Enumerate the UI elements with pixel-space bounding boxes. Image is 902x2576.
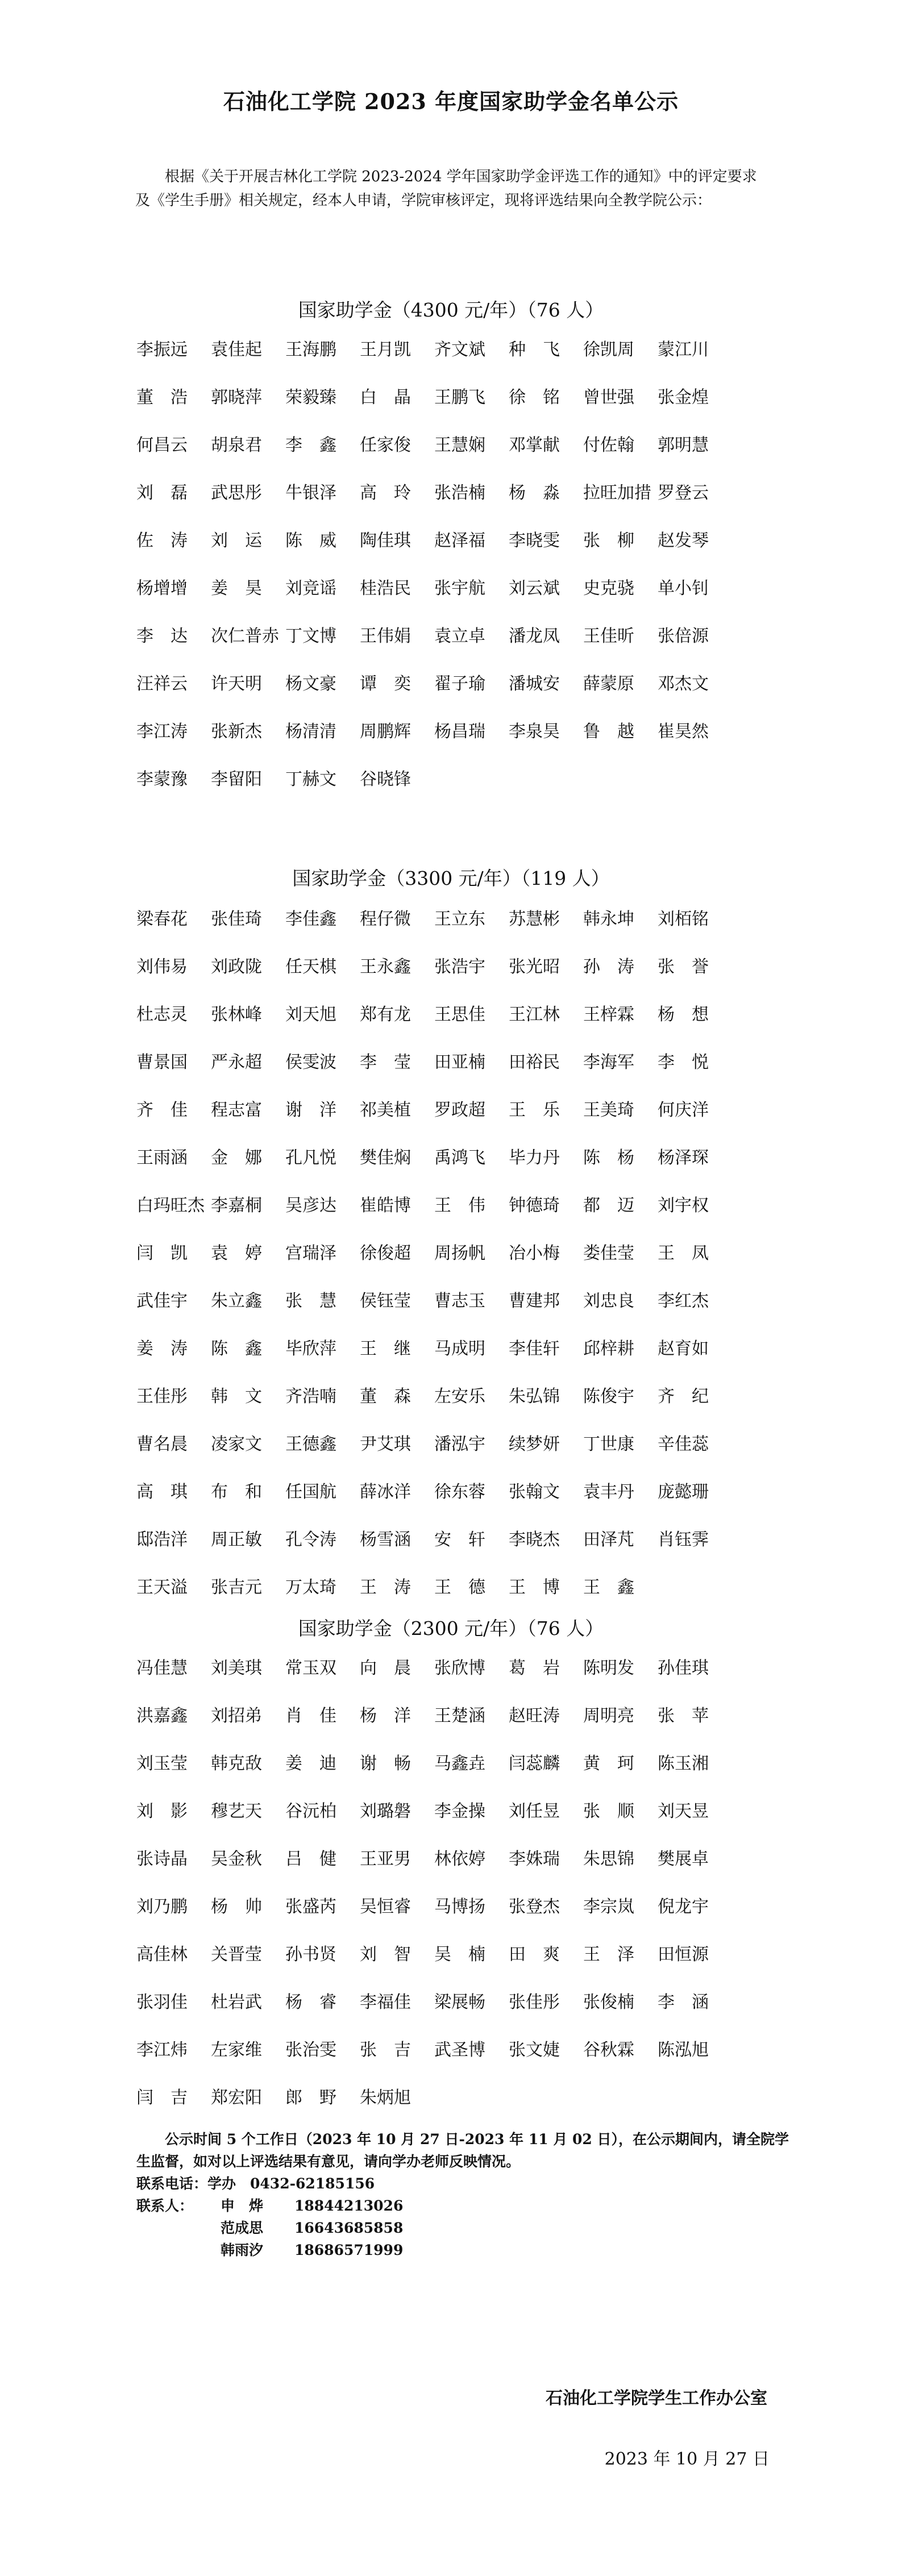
student-name: 曾世强 (583, 388, 634, 407)
student-name: 王 泽 (583, 1945, 634, 1965)
student-name: 毕力丹 (509, 1148, 560, 1168)
student-name: 左家维 (211, 2040, 262, 2060)
notice-block (136, 2128, 790, 2261)
student-name: 武圣博 (434, 2040, 485, 2060)
student-name: 陈 威 (285, 531, 336, 551)
student-name: 邓掌献 (509, 435, 560, 455)
student-name: 姜 涛 (136, 1339, 188, 1359)
phone-label: 联系电话： (136, 2175, 208, 2192)
contact-phone: 18844213026 (294, 2198, 404, 2214)
student-name: 张翰文 (509, 1482, 560, 1502)
student-name: 汪祥云 (136, 674, 188, 694)
student-name: 田恒源 (658, 1945, 709, 1965)
student-name: 马成明 (434, 1339, 485, 1359)
student-name: 陈 鑫 (211, 1339, 262, 1359)
student-name: 常玉双 (285, 1658, 336, 1678)
student-name: 李 悦 (658, 1052, 709, 1072)
student-name: 都 迈 (583, 1196, 634, 1216)
student-name: 曹建邦 (509, 1291, 560, 1311)
student-name: 王鹏飞 (434, 388, 485, 407)
student-name: 王美琦 (583, 1100, 634, 1120)
student-name: 杨 帅 (211, 1897, 262, 1917)
student-name: 单小钊 (658, 579, 709, 598)
student-name: 刘宇权 (658, 1196, 709, 1216)
student-name: 刘美琪 (211, 1658, 262, 1678)
student-name: 吴 楠 (434, 1945, 485, 1965)
student-name: 谷晓锋 (360, 769, 411, 789)
student-name: 袁立卓 (434, 626, 485, 646)
student-name: 陈明发 (583, 1658, 634, 1678)
student-name: 牛银泽 (285, 483, 336, 503)
student-name: 郑宏阳 (211, 2088, 262, 2108)
student-name: 李 莹 (360, 1052, 411, 1072)
student-name: 李姝瑞 (509, 1849, 560, 1869)
student-name: 邱梓耕 (583, 1339, 634, 1359)
name-list-4300 (136, 336, 790, 814)
student-name: 禹鸿飞 (434, 1148, 485, 1168)
student-name: 林依婷 (434, 1849, 485, 1869)
student-name: 孙 涛 (583, 957, 634, 977)
student-name: 谢 洋 (285, 1100, 336, 1120)
student-name: 张宇航 (434, 579, 485, 598)
student-name: 刘任昱 (509, 1801, 560, 1821)
student-name: 程仔微 (360, 909, 411, 929)
student-name: 郭明慧 (658, 435, 709, 455)
student-name: 肖钰霁 (658, 1530, 709, 1550)
student-name: 刘 影 (136, 1801, 188, 1821)
student-name: 吴彦达 (285, 1196, 336, 1216)
student-name: 赵旺涛 (509, 1706, 560, 1726)
student-name: 任家俊 (360, 435, 411, 455)
student-name: 胡泉君 (211, 435, 262, 455)
student-name: 袁 婷 (211, 1243, 262, 1263)
student-name: 王 博 (509, 1578, 560, 1597)
student-name: 张 顺 (583, 1801, 634, 1821)
student-name: 韩永坤 (583, 909, 634, 929)
student-name: 谢 畅 (360, 1754, 411, 1774)
student-name: 何昌云 (136, 435, 188, 455)
student-name: 张林峰 (211, 1005, 262, 1025)
student-name: 张羽佳 (136, 1992, 188, 2012)
student-name: 梁展畅 (434, 1992, 485, 2012)
notice-period: 公示时间 5 个工作日（2023 年 10 月 27 日-2023 年 11 月 02 日），在公示期间内，请全院学生监督，如对以上评选结果有意见，请向学办老师反映情况。 (136, 2131, 789, 2170)
student-name: 种 飞 (509, 340, 560, 360)
student-name: 洪嘉鑫 (136, 1706, 188, 1726)
student-name: 陈玉湘 (658, 1754, 709, 1774)
student-name: 王 继 (360, 1339, 411, 1359)
student-name: 周正敏 (211, 1530, 262, 1550)
student-name: 王天溢 (136, 1578, 188, 1597)
student-name: 陈俊宇 (583, 1387, 634, 1406)
student-name: 左安乐 (434, 1387, 485, 1406)
student-name: 王佳彤 (136, 1387, 188, 1406)
student-name: 拉旺加措 (583, 483, 651, 503)
student-name: 关晋莹 (211, 1945, 262, 1965)
student-name: 刘竞谣 (285, 579, 336, 598)
student-name: 倪龙宇 (658, 1897, 709, 1917)
student-name: 张诗晶 (136, 1849, 188, 1869)
student-name: 刘 运 (211, 531, 262, 551)
student-name: 任国航 (285, 1482, 336, 1502)
student-name: 王慧娴 (434, 435, 485, 455)
student-name: 王 伟 (434, 1196, 485, 1216)
student-name: 齐 佳 (136, 1100, 188, 1120)
student-name: 何庆洋 (658, 1100, 709, 1120)
student-name: 张新杰 (211, 722, 262, 742)
section-heading-4300: 国家助学金（4300 元/年）（76 人） (298, 299, 604, 321)
student-name: 郎 野 (285, 2088, 336, 2108)
student-name: 朱立鑫 (211, 1291, 262, 1311)
student-name: 凌家文 (211, 1434, 262, 1454)
student-name: 郑有龙 (360, 1005, 411, 1025)
student-name: 王月凯 (360, 340, 411, 360)
student-name: 闫蕊麟 (509, 1754, 560, 1774)
student-name: 张 柳 (583, 531, 634, 551)
student-name: 白 晶 (360, 388, 411, 407)
student-name: 朱炳旭 (360, 2088, 411, 2108)
student-name: 陈 杨 (583, 1148, 634, 1168)
student-name: 董 森 (360, 1387, 411, 1406)
student-name: 罗政超 (434, 1100, 485, 1120)
student-name: 李蒙豫 (136, 769, 188, 789)
student-name: 李宗岚 (583, 1897, 634, 1917)
student-name: 谷沅柏 (285, 1801, 336, 1821)
student-name: 樊佳焖 (360, 1148, 411, 1168)
student-name: 向 晨 (360, 1658, 411, 1678)
student-name: 杨 淼 (509, 483, 560, 503)
student-name: 刘伟易 (136, 957, 188, 977)
student-name: 杨 洋 (360, 1706, 411, 1726)
student-name: 王佳昕 (583, 626, 634, 646)
student-name: 张佳琦 (211, 909, 262, 929)
student-name: 王雨涵 (136, 1148, 188, 1168)
student-name: 桂浩民 (360, 579, 411, 598)
student-name: 杜志灵 (136, 1005, 188, 1025)
student-name: 郭晓萍 (211, 388, 262, 407)
student-name: 田亚楠 (434, 1052, 485, 1072)
student-name: 周扬帆 (434, 1243, 485, 1263)
student-name: 齐浩喃 (285, 1387, 336, 1406)
student-name: 万太琦 (285, 1578, 336, 1597)
student-name: 孔令涛 (285, 1530, 336, 1550)
student-name: 杨文豪 (285, 674, 336, 694)
student-name: 杨 想 (658, 1005, 709, 1025)
student-name: 张俊楠 (583, 1992, 634, 2012)
student-name: 杜岩武 (211, 1992, 262, 2012)
student-name: 李 达 (136, 626, 188, 646)
contacts-label: 联系人： (136, 2198, 194, 2214)
student-name: 丁文博 (285, 626, 336, 646)
student-name: 程志富 (211, 1100, 262, 1120)
student-name: 李海军 (583, 1052, 634, 1072)
student-name: 佐 涛 (136, 531, 188, 551)
student-name: 任天棋 (285, 957, 336, 977)
student-name: 闫 吉 (136, 2088, 188, 2108)
student-name: 苏慧彬 (509, 909, 560, 929)
student-name: 孙佳琪 (658, 1658, 709, 1678)
student-name: 张 誉 (658, 957, 709, 977)
student-name: 樊展卓 (658, 1849, 709, 1869)
student-name: 曹名晨 (136, 1434, 188, 1454)
student-name: 王 鑫 (583, 1578, 634, 1597)
student-name: 王 乐 (509, 1100, 560, 1120)
student-name: 张光昭 (509, 957, 560, 977)
student-name: 次仁普赤 (211, 626, 279, 646)
student-name: 崔皓博 (360, 1196, 411, 1216)
student-name: 陶佳琪 (360, 531, 411, 551)
student-name: 潘城安 (509, 674, 560, 694)
student-name: 刘招弟 (211, 1706, 262, 1726)
student-name: 李江炜 (136, 2040, 188, 2060)
phone-row (136, 2173, 790, 2195)
student-name: 李嘉桐 (211, 1196, 262, 1216)
student-name: 徐 铭 (509, 388, 560, 407)
student-name: 杨 睿 (285, 1992, 336, 2012)
student-name: 刘天昱 (658, 1801, 709, 1821)
student-name: 赵育如 (658, 1339, 709, 1359)
student-name: 马博扬 (434, 1897, 485, 1917)
student-name: 吕 健 (285, 1849, 336, 1869)
student-name: 高 玲 (360, 483, 411, 503)
student-name: 宫瑞泽 (285, 1243, 336, 1263)
student-name: 韩克敌 (211, 1754, 262, 1774)
student-name: 李红杰 (658, 1291, 709, 1311)
student-name: 刘栢铭 (658, 909, 709, 929)
student-name: 王海鹏 (285, 340, 336, 360)
student-name: 闫 凯 (136, 1243, 188, 1263)
student-name: 崔昊然 (658, 722, 709, 742)
student-name: 邸浩洋 (136, 1530, 188, 1550)
student-name: 姜 昊 (211, 579, 262, 598)
student-name: 翟子瑜 (434, 674, 485, 694)
student-name: 刘玉莹 (136, 1754, 188, 1774)
student-name: 辛佳蕊 (658, 1434, 709, 1454)
student-name: 曹景国 (136, 1052, 188, 1072)
student-name: 王德鑫 (285, 1434, 336, 1454)
student-name: 鲁 越 (583, 722, 634, 742)
student-name: 布 和 (211, 1482, 262, 1502)
student-name: 田 爽 (509, 1945, 560, 1965)
student-name: 葛 岩 (509, 1658, 560, 1678)
student-name: 赵发琴 (658, 531, 709, 551)
student-name: 钟德琦 (509, 1196, 560, 1216)
student-name: 冯佳慧 (136, 1658, 188, 1678)
student-name: 王亚男 (360, 1849, 411, 1869)
student-name: 孙书贤 (285, 1945, 336, 1965)
student-name: 王 涛 (360, 1578, 411, 1597)
student-name: 史克骁 (583, 579, 634, 598)
student-name: 尹艾琪 (360, 1434, 411, 1454)
student-name: 董 浩 (136, 388, 188, 407)
student-name: 许天明 (211, 674, 262, 694)
name-list-3300 (136, 906, 790, 1622)
student-name: 刘璐磐 (360, 1801, 411, 1821)
student-name: 侯钰莹 (360, 1291, 411, 1311)
student-name: 马鑫垚 (434, 1754, 485, 1774)
student-name: 王立东 (434, 909, 485, 929)
student-name: 张倍源 (658, 626, 709, 646)
student-name: 陈泓旭 (658, 2040, 709, 2060)
student-name: 黄 珂 (583, 1754, 634, 1774)
student-name: 张 吉 (360, 2040, 411, 2060)
student-name: 安 轩 (434, 1530, 485, 1550)
student-name: 朱弘锦 (509, 1387, 560, 1406)
student-name: 韩 文 (211, 1387, 262, 1406)
student-name: 续梦妍 (509, 1434, 560, 1454)
student-name: 李振远 (136, 340, 188, 360)
student-name: 毕欣萍 (285, 1339, 336, 1359)
student-name: 杨清清 (285, 722, 336, 742)
student-name: 张 慧 (285, 1291, 336, 1311)
student-name: 武思彤 (211, 483, 262, 503)
student-name: 薛蒙原 (583, 674, 634, 694)
student-name: 张佳彤 (509, 1992, 560, 2012)
page-title: 石油化工学院 2023 年度国家助学金名单公示 (223, 89, 679, 114)
student-name: 李江涛 (136, 722, 188, 742)
student-name: 齐文斌 (434, 340, 485, 360)
student-name: 李泉昊 (509, 722, 560, 742)
student-name: 李晓雯 (509, 531, 560, 551)
student-name: 李福佳 (360, 1992, 411, 2012)
student-name: 刘 磊 (136, 483, 188, 503)
student-name: 王伟娟 (360, 626, 411, 646)
student-name: 祁美植 (360, 1100, 411, 1120)
name-list-2300 (136, 1655, 790, 2132)
student-name: 王江林 (509, 1005, 560, 1025)
contact-row (136, 2217, 790, 2239)
student-name: 刘 智 (360, 1945, 411, 1965)
student-name: 朱思锦 (583, 1849, 634, 1869)
student-name: 白玛旺杰 (136, 1196, 205, 1216)
student-name: 王 凤 (658, 1243, 709, 1263)
student-name: 李佳轩 (509, 1339, 560, 1359)
student-name: 张金煌 (658, 388, 709, 407)
student-name: 张吉元 (211, 1578, 262, 1597)
student-name: 丁赫文 (285, 769, 336, 789)
contact-row (136, 2239, 790, 2261)
student-name: 刘忠良 (583, 1291, 634, 1311)
student-name: 张盛芮 (285, 1897, 336, 1917)
student-name: 徐东蓉 (434, 1482, 485, 1502)
student-name: 谷秋霖 (583, 2040, 634, 2060)
student-name: 李晓杰 (509, 1530, 560, 1550)
student-name: 赵泽福 (434, 531, 485, 551)
student-name: 荣毅臻 (285, 388, 336, 407)
section-heading-3300: 国家助学金（3300 元/年）（119 人） (292, 867, 610, 889)
section-heading-2300: 国家助学金（2300 元/年）（76 人） (298, 1617, 604, 1639)
student-name: 刘乃鹏 (136, 1897, 188, 1917)
student-name: 刘云斌 (509, 579, 560, 598)
phone-value: 学办 0432-62185156 (207, 2175, 375, 2192)
student-name: 罗登云 (658, 483, 709, 503)
contact-phone: 16643685858 (294, 2220, 404, 2236)
student-name: 邓杰文 (658, 674, 709, 694)
student-name: 张欣博 (434, 1658, 485, 1678)
student-name: 张治雯 (285, 2040, 336, 2060)
student-name: 付佐翰 (583, 435, 634, 455)
student-name: 刘政陇 (211, 957, 262, 977)
student-name: 薛冰洋 (360, 1482, 411, 1502)
student-name: 吴恒睿 (360, 1897, 411, 1917)
student-name: 侯雯波 (285, 1052, 336, 1072)
intro-paragraph: 根据《关于开展吉林化工学院 2023-2024 学年国家助学金评选工作的通知》中的评定要求及《学生手册》相关规定，经本人申请，学院审核评定，现将评选结果向全教学院公示： (135, 168, 757, 209)
student-name: 李金操 (434, 1801, 485, 1821)
contact-name: 申 烨 (221, 2198, 264, 2214)
contact-name: 韩雨汐 (221, 2242, 264, 2258)
student-name: 李留阳 (211, 769, 262, 789)
student-name: 王永鑫 (360, 957, 411, 977)
student-name: 金 娜 (211, 1148, 262, 1168)
student-name: 严永超 (211, 1052, 262, 1072)
student-name: 袁丰丹 (583, 1482, 634, 1502)
student-name: 田泽芃 (583, 1530, 634, 1550)
student-name: 杨昌瑞 (434, 722, 485, 742)
student-name: 武佳宇 (136, 1291, 188, 1311)
student-name: 丁世康 (583, 1434, 634, 1454)
student-name: 王 德 (434, 1578, 485, 1597)
student-name: 袁佳起 (211, 340, 262, 360)
student-name: 姜 迪 (285, 1754, 336, 1774)
student-name: 谭 奕 (360, 674, 411, 694)
student-name: 周鹏辉 (360, 722, 411, 742)
student-name: 吴金秋 (211, 1849, 262, 1869)
student-name: 娄佳莹 (583, 1243, 634, 1263)
student-name: 庞懿珊 (658, 1482, 709, 1502)
student-name: 王梓霖 (583, 1005, 634, 1025)
contact-row (136, 2195, 790, 2217)
student-name: 张登杰 (509, 1897, 560, 1917)
student-name: 高佳林 (136, 1945, 188, 1965)
student-name: 周明亮 (583, 1706, 634, 1726)
signature-office: 石油化工学院学生工作办公室 (546, 2388, 767, 2408)
student-name: 李佳鑫 (285, 909, 336, 929)
student-name: 潘龙凤 (509, 626, 560, 646)
student-name: 高 琪 (136, 1482, 188, 1502)
student-name: 刘天旭 (285, 1005, 336, 1025)
signature-date: 2023 年 10 月 27 日 (604, 2449, 770, 2469)
student-name: 肖 佳 (285, 1706, 336, 1726)
student-name: 张浩楠 (434, 483, 485, 503)
student-name: 杨增增 (136, 579, 188, 598)
student-name: 徐俊超 (360, 1243, 411, 1263)
student-name: 徐凯周 (583, 340, 634, 360)
contact-name: 范成思 (221, 2220, 264, 2236)
student-name: 杨雪涵 (360, 1530, 411, 1550)
student-name: 张 苹 (658, 1706, 709, 1726)
student-name: 曹志玉 (434, 1291, 485, 1311)
student-name: 李 涵 (658, 1992, 709, 2012)
student-name: 穆艺天 (211, 1801, 262, 1821)
student-name: 张浩宇 (434, 957, 485, 977)
student-name: 田裕民 (509, 1052, 560, 1072)
student-name: 潘泓宇 (434, 1434, 485, 1454)
student-name: 张文婕 (509, 2040, 560, 2060)
student-name: 蒙江川 (658, 340, 709, 360)
student-name: 王思佳 (434, 1005, 485, 1025)
student-name: 杨泽琛 (658, 1148, 709, 1168)
student-name: 齐 纪 (658, 1387, 709, 1406)
student-name: 李 鑫 (285, 435, 336, 455)
student-name: 孔凡悦 (285, 1148, 336, 1168)
contact-phone: 18686571999 (294, 2242, 404, 2258)
student-name: 冶小梅 (509, 1243, 560, 1263)
student-name: 梁春花 (136, 909, 188, 929)
student-name: 王楚涵 (434, 1706, 485, 1726)
